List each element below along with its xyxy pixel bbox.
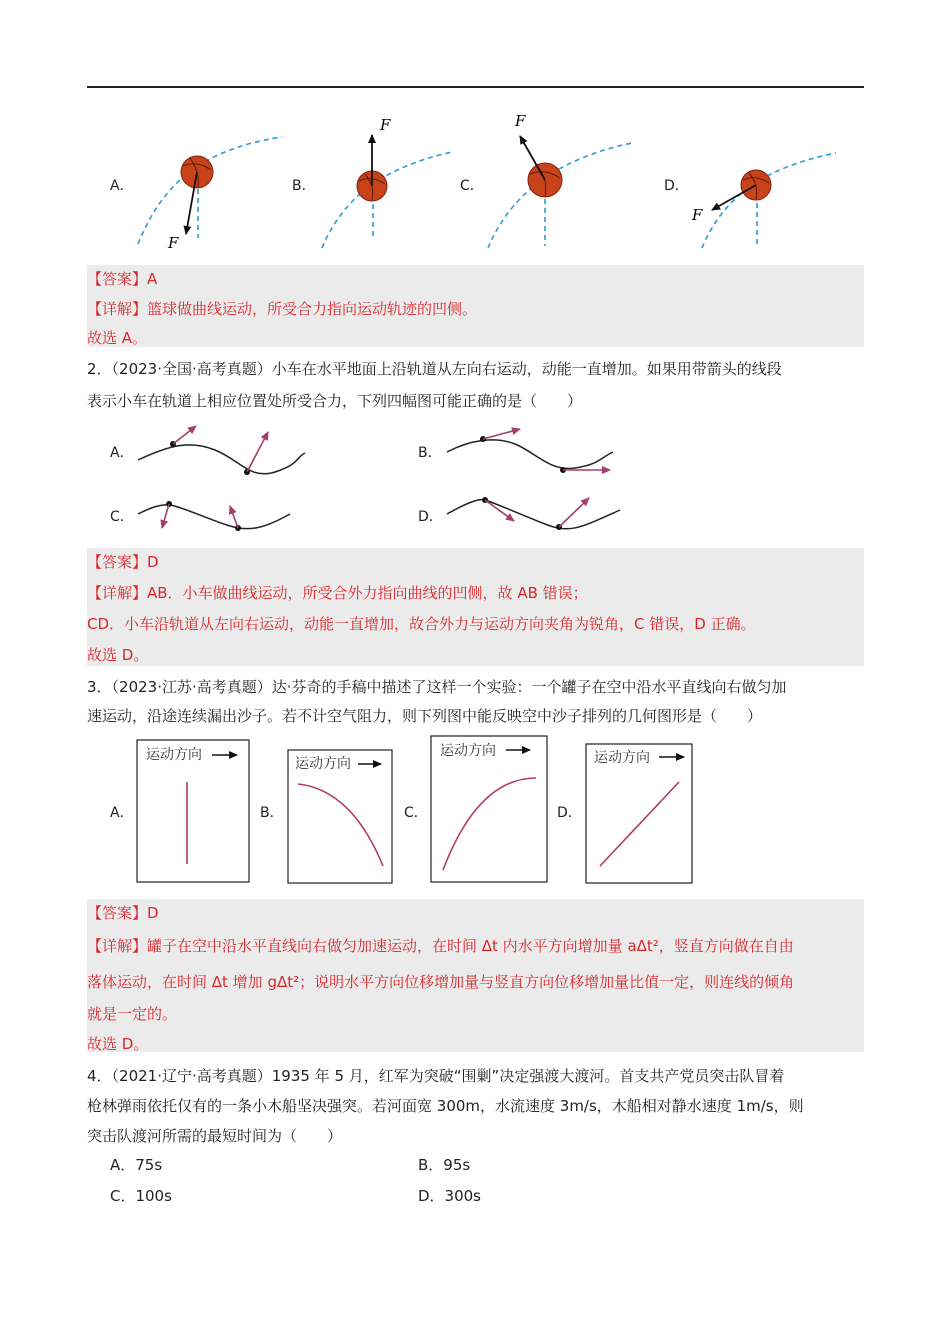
q3-detail-3: 就是一定的。 — [87, 1005, 178, 1023]
q1-figure-c — [488, 112, 632, 248]
q3-figure-d — [586, 744, 692, 883]
q4-option-b[interactable]: B．95s — [418, 1156, 471, 1174]
q1-figure-b — [322, 116, 452, 248]
q3-figure-a — [137, 740, 249, 882]
q2-figure-a — [138, 426, 305, 475]
q3-figure-c — [431, 736, 547, 882]
q3-answer: 【答案】D — [87, 904, 159, 922]
q1-answer: 【答案】A — [87, 270, 158, 288]
q3-option-b: B． — [260, 805, 284, 821]
q1-d-force-label: F — [692, 206, 703, 224]
q3-a-box-label: 运动方向 — [146, 747, 202, 763]
q2-option-b: B． — [418, 445, 442, 461]
q3-figure-b — [288, 750, 392, 883]
q1-option-a: A． — [110, 178, 134, 194]
q3-stem-line1: 3．（2023·江苏·高考真题）达·芬奇的手稿中描述了这样一个实验：一个罐子在空中沿水平直线向右做匀加 — [87, 678, 787, 696]
q3-option-a: A． — [110, 805, 134, 821]
q2-stem-line2: 表示小车在轨道上相应位置处所受合力，下列四幅图可能正确的是（ ） — [87, 392, 583, 410]
q3-stem-line2: 速运动，沿途连续漏出沙子。若不计空气阻力，则下列图中能反映空中沙子排列的几何图形是（ ） — [87, 707, 763, 725]
q2-figure-d — [447, 497, 620, 530]
q1-option-d: D． — [664, 178, 689, 194]
q3-option-d: D． — [557, 805, 582, 821]
q4-option-c[interactable]: C．100s — [110, 1187, 172, 1205]
q1-c-force-label: F — [515, 112, 526, 130]
q1-figure-d — [691, 153, 836, 248]
q3-conclusion: 故选 D。 — [87, 1035, 149, 1053]
q1-conclusion: 故选 A。 — [87, 329, 148, 347]
q1-option-b: B． — [292, 178, 316, 194]
q1-detail: 【详解】篮球做曲线运动，所受合力指向运动轨迹的凹侧。 — [87, 300, 478, 318]
q4-option-d[interactable]: D．300s — [418, 1187, 481, 1205]
q2-diagram — [0, 410, 950, 540]
q3-detail-2: 落体运动，在时间 Δt 增加 gΔt²；说明水平方向位移增加量与竖直方向位移增加量比值一定，则连线的倾角 — [87, 973, 795, 991]
q1-option-c: C． — [460, 178, 484, 194]
q3-detail-1: 【详解】罐子在空中沿水平直线向右做匀加速运动，在时间 Δt 内水平方向增加量 aΔt²，竖直方向做在自由 — [87, 937, 794, 955]
q3-option-c: C． — [404, 805, 428, 821]
q1-figure-a — [138, 137, 282, 252]
q3-b-box-label: 运动方向 — [295, 756, 351, 772]
q2-detail-2: CD．小车沿轨道从左向右运动，动能一直增加，故合外力与运动方向夹角为锐角，C 错误，D 正确。 — [87, 615, 756, 633]
q4-stem-line1: 4．（2021·辽宁·高考真题）1935 年 5 月，红军为突破“围剿”决定强渡大渡河。首支共产党员突击队冒着 — [87, 1067, 785, 1085]
q1-a-force-label: F — [168, 234, 179, 252]
q3-answer-panel — [87, 899, 864, 1052]
q2-option-c: C． — [110, 509, 134, 525]
q3-d-box-label: 运动方向 — [594, 750, 650, 766]
q2-conclusion: 故选 D。 — [87, 646, 149, 664]
q2-figure-b — [447, 429, 613, 473]
q2-answer-panel — [87, 548, 864, 666]
q1-b-force-label: F — [380, 116, 391, 134]
q4-stem-line2: 枪林弹雨依托仅有的一条小木船坚决强突。若河面宽 300m，水流速度 3m/s，木船相对静水速度 1m/s，则 — [87, 1097, 804, 1115]
q2-detail-1: 【详解】AB．小车做曲线运动，所受合外力指向曲线的凹侧，故 AB 错误； — [87, 584, 588, 602]
q4-option-a[interactable]: A．75s — [110, 1156, 163, 1174]
q2-stem-line1: 2．（2023·全国·高考真题）小车在水平地面上沿轨道从左向右运动，动能一直增加。如果用带箭头的线段 — [87, 360, 782, 378]
q3-c-box-label: 运动方向 — [440, 743, 496, 759]
q4-stem-line3: 突击队渡河所需的最短时间为（ ） — [87, 1127, 343, 1145]
q2-figure-c — [138, 501, 290, 531]
q2-option-d: D． — [418, 509, 443, 525]
q1-answer-panel — [87, 265, 864, 347]
q2-answer: 【答案】D — [87, 553, 159, 571]
q2-option-a: A． — [110, 445, 134, 461]
q1-diagram — [0, 0, 950, 260]
q3-diagram — [0, 730, 950, 890]
